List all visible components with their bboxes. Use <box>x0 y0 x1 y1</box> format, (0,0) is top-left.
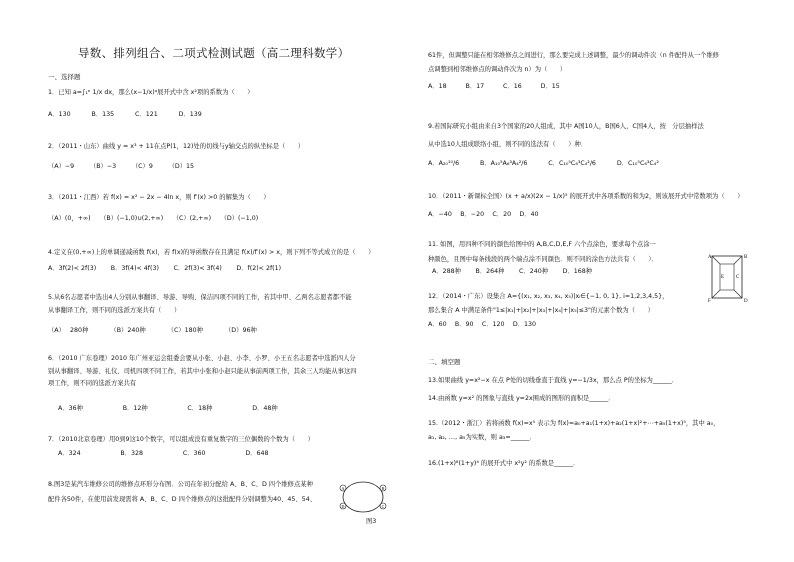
question-3-options: （A）(0，+∞) （B）(−1,0)∪(2,+∞) （C）(2,+∞) （D）(−1,0) <box>48 215 259 222</box>
question-10: 10．（2011・新课标全国）(x + a/x)(2x − 1/x)⁵ 的展开式中各项系数的和为2，则该展开式中常数项为（ ） <box>428 193 744 200</box>
point-d-label: D <box>744 299 748 304</box>
question-8-line3: 61件，但调整只能在相邻维修点之间进行，那么要完成上述调整，最少的调动件次（n 件配件从一个维修 <box>428 52 720 59</box>
question-15-line1: 15.（2012・浙江）若将函数 f(x)=x⁵ 表示为 f(x)=a₀+a₁(1+x)+a₂(1+x)²+⋯+a₅(1+x)⁵，其中 a₀， <box>428 420 720 427</box>
question-2: 2．（2011・山东）曲线 y = x³ + 11在点P(1，12)处的切线与y轴交点的纵坐标是（ ） <box>48 143 305 150</box>
question-6-options: A．36种 B．12种 C．18种 D．48种 <box>58 405 278 412</box>
point-b-label: B <box>744 255 748 260</box>
question-9-line2: 从中选10人组成联络小组，则不同的选法有（ ）种． <box>428 141 588 148</box>
diagonal-top-right <box>734 256 742 264</box>
section-fill-heading: 二、填空题 <box>428 358 461 366</box>
question-9-options: A．A₂₀¹⁰/6 B．A₁₀⁵A₆³A₄²/6 C．C₁₀⁵C₆³C₄²/6 D．C₁₀⁵C₆³C₄² <box>428 160 659 167</box>
question-11-options: A．288种 B．264种 C．240种 D．168种 <box>432 268 593 275</box>
point-f-label: F <box>708 299 711 304</box>
question-12-line1: 12．（2014・广东）设集合 A={(x₁, x₂, x₃, x₄, x₅)|xᵢ∈{−1, 0, 1}, i=1,2,3,4,5}， <box>428 293 669 300</box>
figure-3-ring-diagram <box>338 476 388 518</box>
node-b-label: B <box>381 486 385 491</box>
question-8-line1: 8.图3是某汽车维修公司的维修点环形分布图．公司在年初分配给 A、B、C、D 四个维修点某种 <box>48 481 313 488</box>
question-3: 3．（2011・江西）若 f(x) = x² − 2x − 4ln x，则 f′(x) >0 的解集为（ ） <box>48 194 270 201</box>
question-5-options: （A） 280种 （B）240种 （C）180种 （D）96种 <box>48 327 257 334</box>
figure-11-hexagon-diagram <box>706 250 750 304</box>
diagonal-bottom-right <box>734 290 742 298</box>
question-6-line2: 别从事翻译、导游、礼仪、司机四项不同工作，若其中小张和小赵只能从事前两项工作，其余三人均能从事这四 <box>48 368 357 375</box>
node-a-label: A <box>341 486 345 491</box>
question-8-line4: 点调整到相邻维修点的调动件次为 n）为（ ） <box>428 66 567 73</box>
question-1-options: A．130 B．135 C．121 D．139 <box>48 111 202 118</box>
page-title: 导数、排列组合、二项式检测试题（高二理科数学） <box>78 46 350 60</box>
question-15-line2: a₁, a₂, …, a₅为实数，则 a₃=______． <box>428 434 536 441</box>
question-7: 7．（2010北京卷理）用0到9这10个数字，可以组成没有重复数字的三位偶数的个数为（ ） <box>48 436 314 443</box>
question-12-line2: 那么集合 A 中满足条件"1≤|x₁|+|x₂|+|x₃|+|x₄|+|x₅|≤3"的元素个数为（ ） <box>428 307 654 314</box>
node-c-label: C <box>381 504 385 509</box>
question-4: 4.定义在(0,+∞)上的单调递减函数 f(x)，若 f(x)的导函数存在且满足 f(x)/f′(x) > x，则下列不等式成立的是（ ） <box>48 249 375 256</box>
diagonal-bottom-left <box>712 290 720 298</box>
question-6-line3: 项工作，则不同的选派方案共有 <box>48 380 137 387</box>
question-14: 14.由函数 y=x² 的图象与直线 y=2x围成的图形的面积是______． <box>428 395 615 402</box>
question-9-line1: 9.若国际研究小组由来自3个国家的20人组成，其中 A国10人，B国6人，C国4人，按 分层抽样法 <box>428 123 704 130</box>
question-11-line1: 11. 如图，用四种不同的颜色给图中的 A,B,C,D,E,F 六个点涂色，要求每个点涂一 <box>428 241 656 248</box>
question-5-line2: 从事翻译工作，则不同的选派方案共有（ ） <box>48 307 181 314</box>
question-16: 16.(1+x)⁸(1+y)⁴ 的展开式中 x²y² 的系数是______． <box>428 460 580 467</box>
ring-ellipse <box>343 482 383 512</box>
point-e-label: E <box>721 275 725 280</box>
question-5-line1: 5.从6名志愿者中选出4人分别从事翻译、导游、导购、保洁四项不同的工作，若其中甲、乙两名志愿者都不能 <box>48 294 352 301</box>
question-4-options: A．3f(2)< 2f(3) B．3f(4)< 4f(3) C．2f(3)< 3f(4) D．f(2)< 2f(1) <box>48 265 282 272</box>
figure-3-caption: 图3 <box>366 518 377 525</box>
question-6-line1: 6．（2010 广东卷理）2010 年广州亚运会组委会要从小张、小赵、小李、小罗、小王五名志愿者中选派四人分 <box>48 355 356 362</box>
question-1: 1．已知 a=∫₁ᵉ 1/x dx，那么(x−1/x)ᵃ展开式中含 x²项的系数为（ ） <box>48 89 254 96</box>
question-11-line2: 种颜色，且图中每条线段的两个端点涂不同颜色．则不同的涂色方法共有（ ）． <box>428 256 658 263</box>
section-choice-heading: 一、选择题 <box>48 73 81 81</box>
question-12-options: A．60 B．90 C．120 D．130 <box>428 321 537 328</box>
point-c-label: C <box>736 275 740 280</box>
node-d-label: D <box>341 504 345 509</box>
question-8-options: A．18 B．17 C．16 D．15 <box>428 83 560 90</box>
question-2-options: （A）−9 （B）−3 （C）9 （D）15 <box>48 163 195 170</box>
question-8-line2: 配件各50件，在使用前发现需将 A、B、C、D 四个维修点的这批配件分别调整为40、45、54、 <box>48 496 317 503</box>
point-a-label: A <box>708 255 712 260</box>
question-7-options: A．324 B．328 C．360 D．648 <box>58 450 269 457</box>
question-13: 13.如果曲线 y=x²−x 在点 P处的切线垂直于直线 y=−1/3x，那么点 P的坐标为______． <box>428 377 679 384</box>
diagonal-top-left <box>712 256 720 264</box>
question-10-options: A．−40 B．−20 C．20 D．40 <box>428 211 539 218</box>
